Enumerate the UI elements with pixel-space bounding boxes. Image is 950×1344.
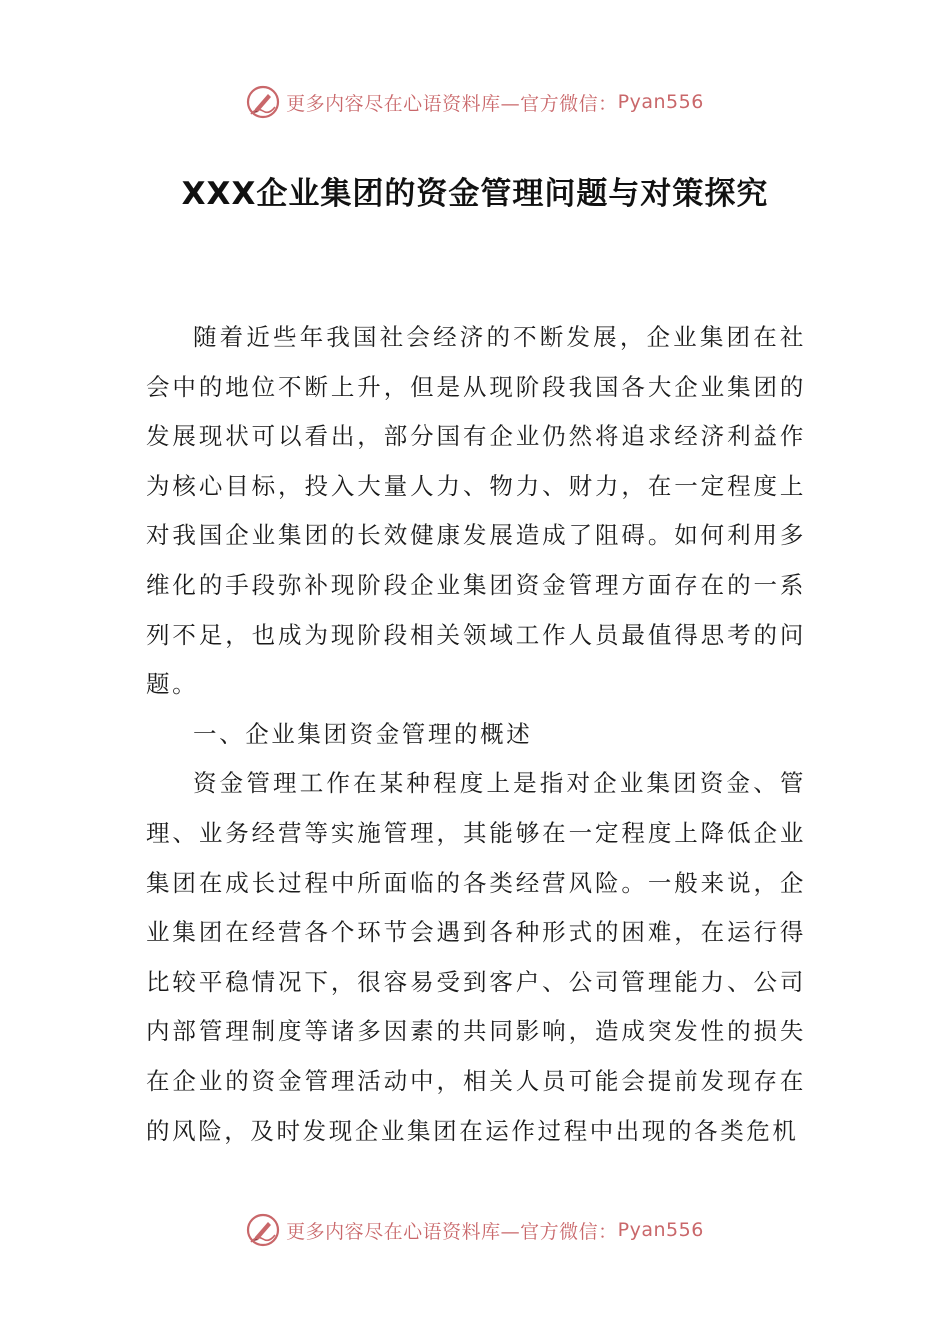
watermark-header <box>0 82 950 122</box>
pen-logo-icon <box>246 1213 280 1247</box>
watermark-text: 更多内容尽在心语资料库—官方微信： <box>286 92 618 115</box>
watermark-wechat-id: Pyan556 <box>617 91 704 113</box>
paragraph-intro: 随着近些年我国社会经济的不断发展，企业集团在社会中的地位不断上升，但是从现阶段我国各大企业集团的发展现状可以看出，部分国有企业仍然将追求经济利益作为核心目标，投入大量人力、物力、财力，在一定程度上对我国企业集团的长效健康发展造成了阻碍。如何利用多维化的手段弥补现阶段企业集团资金管理方面存在的一系列不足，也成为现阶段相关领域工作人员最值得思考的问题。 <box>146 323 806 699</box>
section-heading: 一、企业集团资金管理的概述 <box>193 719 533 748</box>
watermark-footer <box>0 1210 950 1250</box>
paragraph-overview: 资金管理工作在某种程度上是指对企业集团资金、管理、业务经营等实施管理，其能够在一定程度上降低企业集团在成长过程中所面临的各类经营风险。一般来说，企业集团在经营各个环节会遇到各种形式的困难，在运行得比较平稳情况下，很容易受到客户、公司管理能力、公司内部管理制度等诸多因素的共同影响，造成突发性的损失在企业的资金管理活动中，相关人员可能会提前发现存在的风险，及时发现企业集团在运作过程中出现的各类危机 <box>146 769 806 1145</box>
pen-logo-icon <box>246 85 280 119</box>
document-title: XXX企业集团的资金管理问题与对策探究 <box>181 176 769 212</box>
watermark-text: 更多内容尽在心语资料库—官方微信： <box>286 1220 618 1243</box>
watermark-wechat-id: Pyan556 <box>617 1219 704 1241</box>
document-body <box>146 313 806 1156</box>
